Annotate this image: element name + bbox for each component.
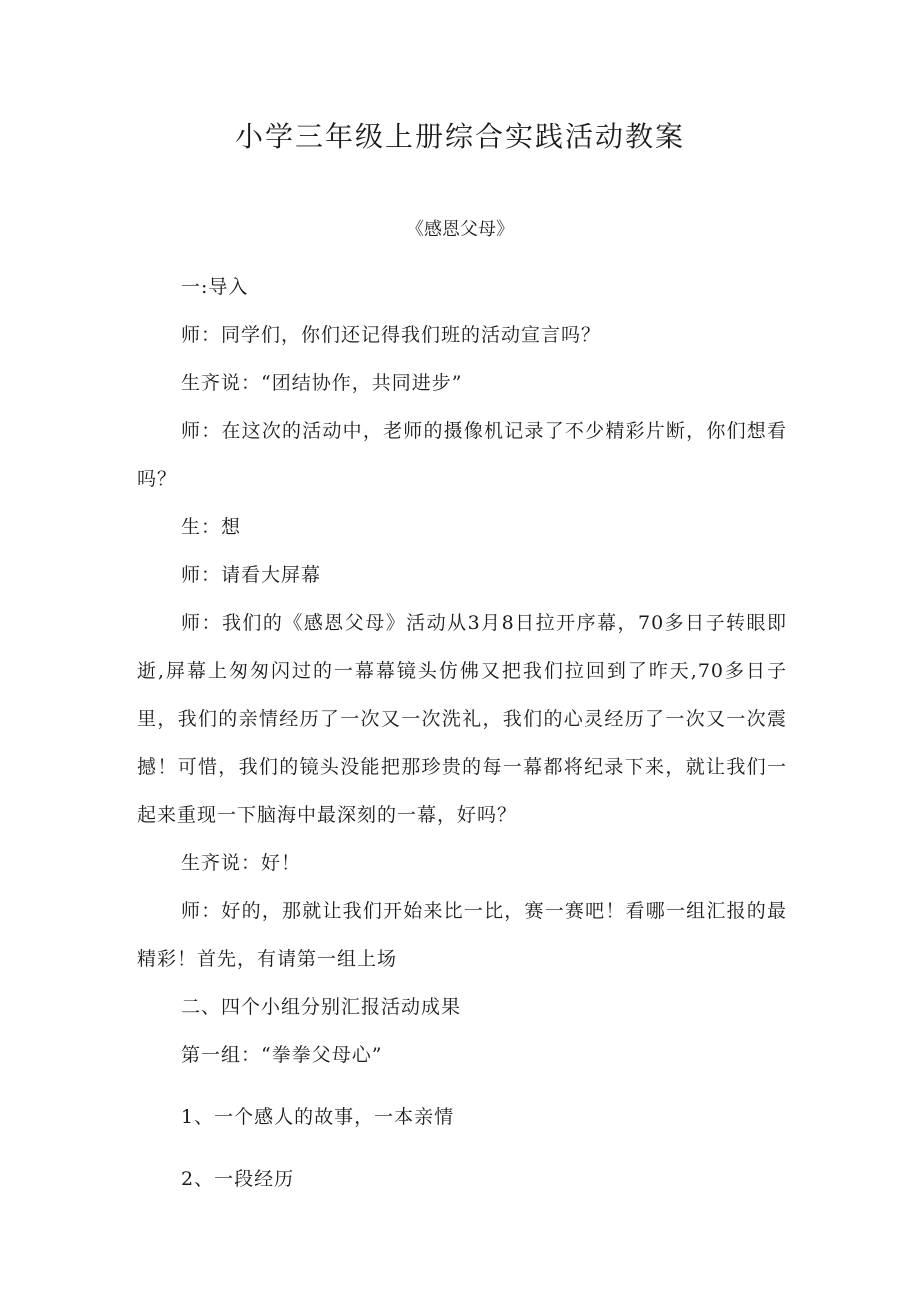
paragraph-teacher-compete: 师：好的，那就让我们开始来比一比，赛一赛吧！看哪一组汇报的最精彩！首先，有请第一组上场 (137, 900, 787, 970)
paragraph-teacher-camera: 师：在这次的活动中，老师的摄像机记录了不少精彩片断，你们想看吗？ (137, 420, 787, 490)
paragraph-students-slogan: 生齐说：“团结协作，共同进步” (181, 372, 463, 394)
paragraph-teacher-activity: 师：我们的《感恩父母》活动从3月8日拉开序幕，70多日子转眼即逝,屏幕上匆匆闪过的一幕幕镜头仿佛又把我们拉回到了昨天,70多日子里，我们的亲情经历了一次又一次洗礼，我们的心灵经历了一次又一次震撼！可惜，我们的镜头没能把那珍贵的每一幕都将纪录下来，就让我们一起来重现一下脑海中最深刻的一幕，好吗？ (137, 612, 787, 826)
document-title: 小学三年级上册综合实践活动教案 (234, 120, 685, 153)
paragraph-student-answer: 生：想 (181, 516, 242, 538)
section-heading-reports: 二、四个小组分别汇报活动成果 (181, 996, 462, 1018)
paragraph-teacher-screen: 师：请看大屏幕 (181, 564, 322, 586)
paragraph-teacher-question: 师：同学们，你们还记得我们班的活动宣言吗？ (181, 324, 602, 346)
list-item-2: 2、一段经历 (181, 1168, 295, 1190)
lesson-subtitle: 《感恩父母》 (406, 219, 514, 240)
group-one-heading: 第一组：“拳拳父母心” (181, 1044, 383, 1066)
paragraph-students-ok: 生齐说：好！ (181, 852, 302, 874)
list-item-1: 1、一个感人的故事，一本亲情 (181, 1106, 455, 1128)
paragraph-intro-heading: 一:导入 (181, 276, 249, 298)
